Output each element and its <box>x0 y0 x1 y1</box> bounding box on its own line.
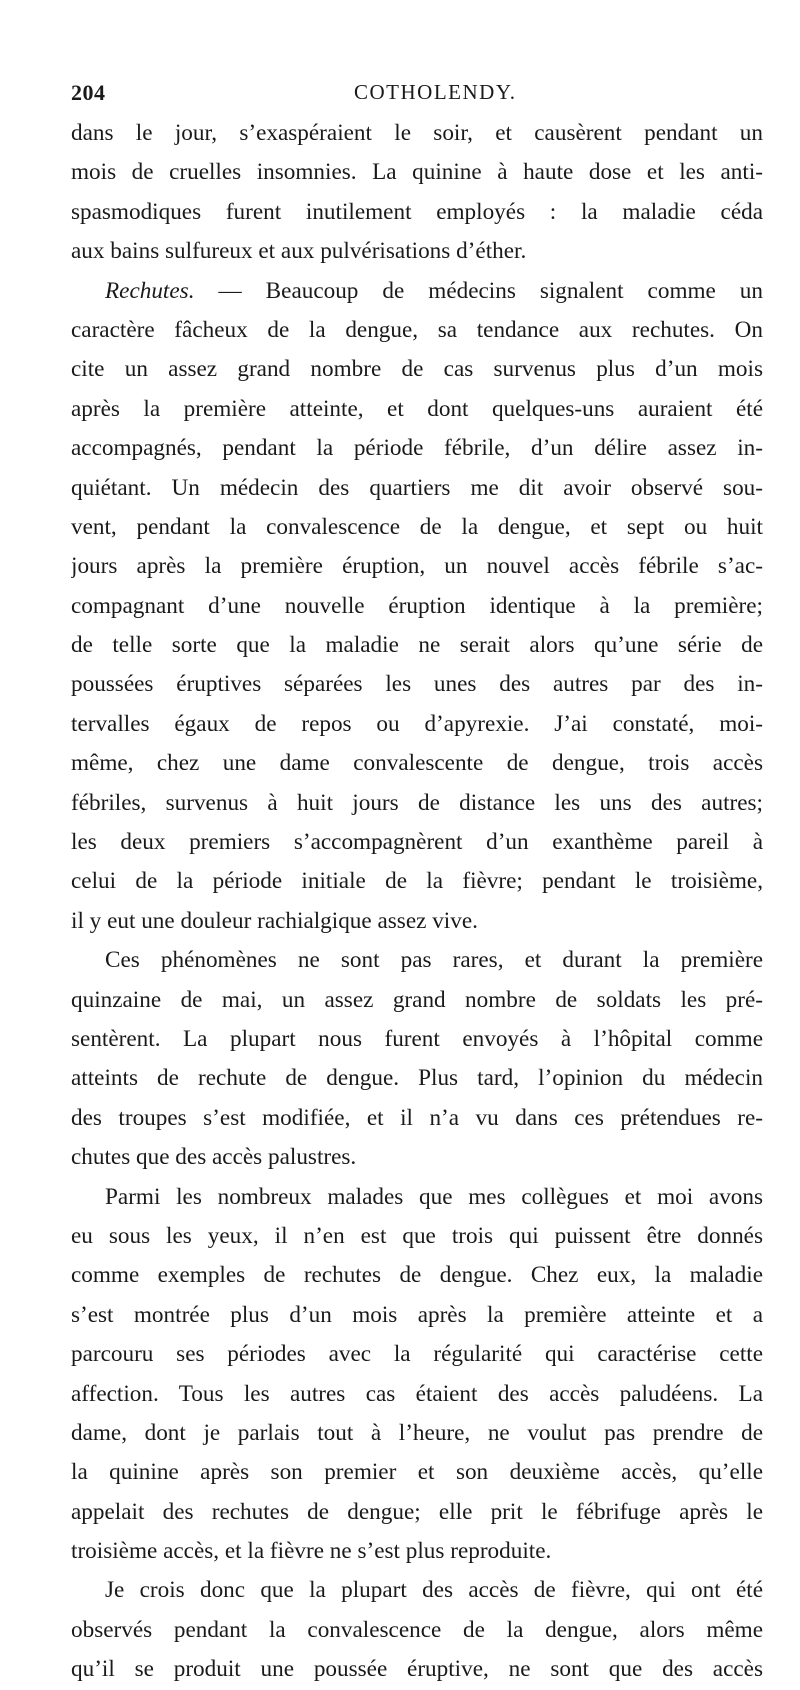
text-line <box>71 1256 763 1295</box>
text-line <box>71 1571 763 1610</box>
text-line <box>71 1335 763 1374</box>
text-line <box>71 665 763 704</box>
line-text: aux bains sulfureux et aux pulvérisations d’éther. <box>71 238 527 265</box>
line-text: jours après la première éruption, un nouvel accès fébrile s’ac- <box>71 553 763 580</box>
text-line <box>71 469 763 508</box>
line-text: la quinine après son premier et son deuxième accès, qu’elle <box>71 1459 763 1486</box>
text-line <box>71 232 763 271</box>
text-line <box>71 1059 763 1098</box>
section-heading: Rechutes. <box>105 277 195 304</box>
text-line <box>71 1532 763 1571</box>
text-line <box>71 1296 763 1335</box>
line-text: Parmi les nombreux malades que mes collègues et moi avons <box>105 1183 763 1210</box>
running-head: COTHOLENDY. <box>354 80 517 104</box>
line-text: s’est montrée plus d’un mois après la première atteinte et a <box>71 1301 763 1328</box>
line-text: dame, dont je parlais tout à l’heure, ne voulut pas prendre de <box>71 1419 763 1446</box>
text-line <box>71 587 763 626</box>
text-line <box>71 153 763 192</box>
line-text: de telle sorte que la maladie ne serait alors qu’une série de <box>71 632 763 659</box>
text-line <box>71 902 763 941</box>
line-text: caractère fâcheux de la dengue, sa tendance aux rechutes. On <box>71 316 763 343</box>
line-text: parcouru ses périodes avec la régularité qui caractérise cette <box>71 1341 763 1368</box>
line-text: Je crois donc que la plupart des accès de fièvre, qui ont été <box>105 1577 763 1604</box>
text-line <box>71 981 763 1020</box>
line-text: il y eut une douleur rachialgique assez vive. <box>71 907 478 934</box>
line-text: mois de cruelles insomnies. La quinine à haute dose et les anti- <box>71 159 763 186</box>
text-line <box>71 1493 763 1532</box>
line-text: celui de la période initiale de la fièvre; pendant le troisième, <box>71 868 763 895</box>
line-text: après la première atteinte, et dont quelques-uns auraient été <box>71 395 763 422</box>
text-line <box>71 390 763 429</box>
text-line <box>71 1375 763 1414</box>
line-text: les deux premiers s’accompagnèrent d’un exanthème pareil à <box>71 829 763 856</box>
text-line <box>71 193 763 232</box>
text-line <box>71 1099 763 1138</box>
line-text: accompagnés, pendant la période fébrile, d’un délire assez in- <box>71 435 763 462</box>
line-text: eu sous les yeux, il n’en est que trois qui puissent être donnés <box>71 1222 763 1249</box>
text-line <box>71 114 763 153</box>
line-text: chutes que des accès palustres. <box>71 1144 357 1171</box>
text-line <box>71 1650 763 1689</box>
text-line <box>71 1020 763 1059</box>
text-line <box>71 311 763 350</box>
text-line <box>71 705 763 744</box>
line-text: affection. Tous les autres cas étaient des accès paludéens. La <box>71 1380 763 1407</box>
text-line <box>71 1414 763 1453</box>
text-line <box>71 744 763 783</box>
text-line <box>71 626 763 665</box>
line-text: compagnant d’une nouvelle éruption identique à la première; <box>71 592 763 619</box>
text-line <box>71 862 763 901</box>
line-text: appelait des rechutes de dengue; elle prit le fébrifuge après le <box>71 1498 763 1525</box>
line-text: des troupes s’est modifiée, et il n’a vu dans ces prétendues re- <box>71 1104 763 1131</box>
text-line <box>71 1217 763 1256</box>
text-line <box>71 1453 763 1492</box>
line-text: fébriles, survenus à huit jours de distance les uns des autres; <box>71 789 763 816</box>
text-line <box>71 350 763 389</box>
line-text: poussées éruptives séparées les unes des autres par des in- <box>71 671 763 698</box>
text-line <box>71 1611 763 1650</box>
text-line <box>71 547 763 586</box>
line-text: — Beaucoup de médecins signalent comme un <box>194 277 763 304</box>
text-line <box>71 1178 763 1217</box>
line-text: sentèrent. La plupart nous furent envoyés à l’hôpital comme <box>71 1025 763 1052</box>
line-text: dans le jour, s’exaspéraient le soir, et causèrent pendant un <box>71 120 763 146</box>
line-text: tervalles égaux de repos ou d’apyrexie. J’ai constaté, moi- <box>71 710 763 737</box>
line-text: troisième accès, et la fièvre ne s’est plus reproduite. <box>71 1538 552 1565</box>
line-text: cite un assez grand nombre de cas survenus plus d’un mois <box>71 356 763 383</box>
line-text: comme exemples de rechutes de dengue. Chez eux, la maladie <box>71 1262 763 1289</box>
line-text: même, chez une dame convalescente de dengue, trois accès <box>71 750 763 777</box>
line-text: atteints de rechute de dengue. Plus tard, l’opinion du médecin <box>71 1065 763 1092</box>
line-text: Ces phénomènes ne sont pas rares, et durant la première <box>105 947 763 974</box>
line-text: observés pendant la convalescence de la dengue, alors même <box>71 1616 763 1643</box>
text-line <box>71 941 763 980</box>
page-number: 204 <box>71 80 106 105</box>
text-line <box>71 429 763 468</box>
line-text: vent, pendant la convalescence de la dengue, et sept ou huit <box>71 513 763 540</box>
page-header <box>71 80 761 110</box>
text-line <box>71 823 763 862</box>
text-line <box>71 508 763 547</box>
line-text: spasmodiques furent inutilement employés : la maladie céda <box>71 198 763 225</box>
text-line <box>71 272 763 311</box>
line-text: quiétant. Un médecin des quartiers me dit avoir observé sou- <box>71 474 763 501</box>
text-line <box>71 784 763 823</box>
line-text: qu’il se produit une poussée éruptive, ne sont que des accès <box>71 1656 763 1683</box>
line-text: quinzaine de mai, un assez grand nombre de soldats les pré- <box>71 986 763 1013</box>
text-line <box>71 1138 763 1177</box>
body-text <box>71 114 763 1690</box>
